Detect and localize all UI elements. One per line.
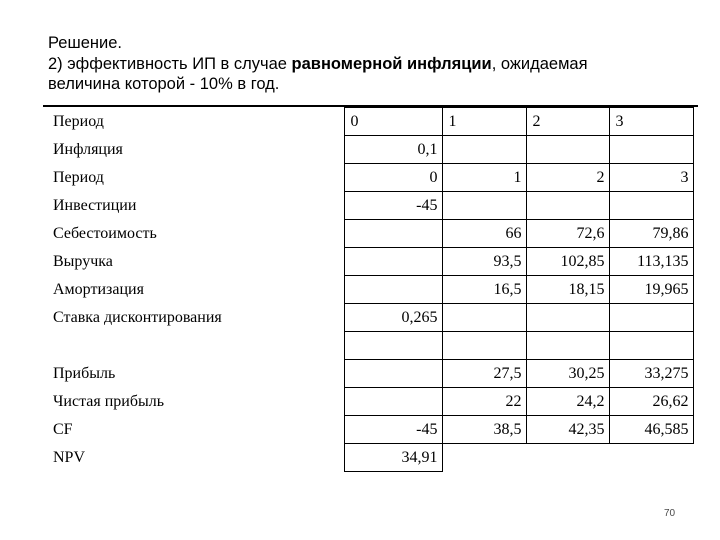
table-cell: -45 [344,416,442,444]
row-label: Выручка [53,252,113,270]
table-cell [442,332,526,360]
table-cell [344,248,442,276]
table-cell: 0 [344,164,442,192]
table-cell: 22 [442,388,526,416]
table-cell [609,332,693,360]
table-cell [344,388,442,416]
table-row [44,332,693,360]
row-label: Ставка дисконтирования [53,308,222,326]
row-label: NPV [53,448,86,466]
table-cell: 30,25 [526,360,609,388]
table-row [44,416,693,444]
table-row [44,248,693,276]
table-row [44,444,693,472]
period-header: 0 [344,108,442,136]
table-cell [526,332,609,360]
table-cell: 3 [609,164,693,192]
table-cell: 72,6 [526,220,609,248]
row-label: Прибыль [53,364,116,382]
heading-line-2 [48,54,588,75]
table-cell: 113,135 [609,248,693,276]
table-cell: 27,5 [442,360,526,388]
table-row [44,304,693,332]
table-cell [609,444,693,472]
table-cell: 18,15 [526,276,609,304]
heading-bold-phrase: равномерной инфляции [291,54,492,73]
solution-heading [48,33,588,95]
row-label: Чистая прибыль [53,392,165,410]
table-cell: 16,5 [442,276,526,304]
table-cell: 33,275 [609,360,693,388]
table-cell [344,332,442,360]
table-cell: 34,91 [344,444,442,472]
table-cell: 1 [442,164,526,192]
table-cell [344,220,442,248]
table-cell [609,304,693,332]
table-row [44,388,693,416]
table-cell: 102,85 [526,248,609,276]
heading-line-2-start: 2) эффективность ИП в случае [48,54,292,73]
heading-line-2-end: , ожидаемая [491,54,588,73]
calculation-table [44,107,694,472]
table-cell [442,192,526,220]
table-cell: 0,265 [344,304,442,332]
table-cell [344,360,442,388]
table-cell [526,136,609,164]
row-label: Себестоимость [53,224,157,242]
table-cell: 0,1 [344,136,442,164]
table-cell [442,444,526,472]
table-header-row [44,108,693,136]
table-cell: 46,585 [609,416,693,444]
row-label: Период [53,168,104,186]
heading-line-3: величина которой - 10% в год. [48,75,280,93]
table-cell: 24,2 [526,388,609,416]
page-number: 70 [664,508,676,519]
table-row [44,164,693,192]
table-cell: 2 [526,164,609,192]
table-cell [344,276,442,304]
period-header: 1 [442,108,526,136]
heading-line-1: Решение. [48,34,122,52]
table-cell: 66 [442,220,526,248]
table-row [44,192,693,220]
table-cell: 93,5 [442,248,526,276]
row-label: Инфляция [53,140,123,158]
table-cell: 26,62 [609,388,693,416]
table-cell: 19,965 [609,276,693,304]
table-row [44,360,693,388]
table-cell: 42,35 [526,416,609,444]
row-label: Амортизация [53,280,144,298]
period-header: 3 [609,108,693,136]
row-label [44,332,344,360]
row-label: Период [53,112,104,130]
table-row [44,136,693,164]
table-cell: 38,5 [442,416,526,444]
row-label: CF [53,420,73,438]
table-cell: 79,86 [609,220,693,248]
table-cell [526,444,609,472]
period-header: 2 [526,108,609,136]
row-label: Инвестиции [53,196,137,214]
table-cell [609,192,693,220]
table-cell: -45 [344,192,442,220]
table-cell [526,304,609,332]
table-cell [526,192,609,220]
table-row [44,220,693,248]
table-cell [442,136,526,164]
table-cell [442,304,526,332]
table-row [44,276,693,304]
table-cell [609,136,693,164]
